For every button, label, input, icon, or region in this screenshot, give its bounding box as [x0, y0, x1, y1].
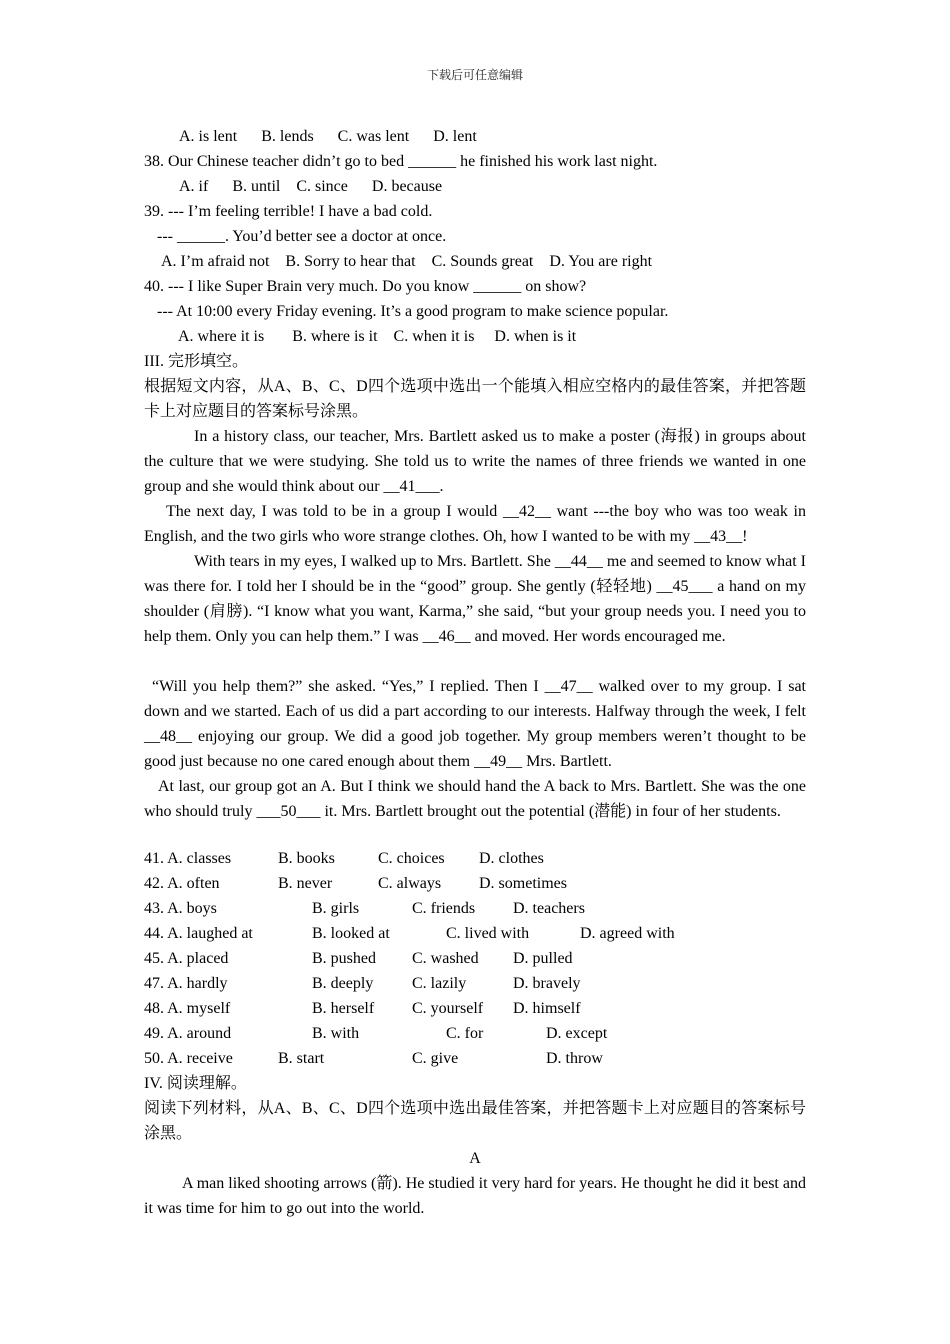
- choice-b: B. never: [278, 875, 333, 892]
- choice-b: B. girls: [312, 900, 360, 917]
- choice-c: C. always: [378, 875, 442, 892]
- q40-reply: --- At 10:00 every Friday evening. It’s a good program to make science popular.: [157, 303, 669, 320]
- choice-a: 47. A. hardly: [144, 975, 228, 992]
- choice-b: B. with: [312, 1025, 360, 1042]
- choice-d: D. agreed with: [580, 925, 675, 942]
- section3-title: III. 完形填空。: [144, 353, 248, 370]
- section3-instruction: 根据短文内容，从A、B、C、D四个选项中选出一个能填入相应空格内的最佳答案，并把答题卡上对应题目的答案标号涂黑。: [144, 378, 806, 420]
- q37-options: A. is lent B. lends C. was lent D. lent: [179, 128, 477, 145]
- q38-stem: 38. Our Chinese teacher didn’t go to bed ______ he finished his work last night.: [144, 153, 658, 170]
- cloze-paragraph-1: In a history class, our teacher, Mrs. Bartlett asked us to make a poster (海报) in groups about the culture that we were studying. She told us to write the names of three friends we wanted in one group and she would think about our __41___.: [144, 428, 806, 495]
- choice-c: C. give: [412, 1050, 459, 1067]
- choice-row-42: [144, 874, 806, 894]
- q38-options: A. if B. until C. since D. because: [179, 178, 443, 195]
- choice-a: 45. A. placed: [144, 950, 229, 967]
- choice-a: 49. A. around: [144, 1025, 232, 1042]
- choice-a: 41. A. classes: [144, 850, 232, 867]
- cloze-paragraph-3: With tears in my eyes, I walked up to Mrs. Bartlett. She __44__ me and seemed to know what I was there for. I told her I should be in the “good” group. She gently (轻轻地) __45___ a hand on my shoulder (肩膀). “I know what you want, Karma,” she said, “but your group needs you. I need you to help them. Only you can help them.” I was __46__ and moved. Her words encouraged me.: [144, 553, 806, 645]
- cloze-paragraph-5: At last, our group got an A. But I think we should hand the A back to Mrs. Bartlett. She was the one who should truly ___50___ it. Mrs. Bartlett brought out the potential (潜能) in four of her students.: [144, 778, 806, 820]
- choice-c: C. yourself: [412, 1000, 484, 1017]
- choice-d: D. bravely: [513, 975, 581, 992]
- choice-d: D. teachers: [513, 900, 585, 917]
- choice-c: C. lazily: [412, 975, 467, 992]
- passage-a-paragraph: A man liked shooting arrows (箭). He studied it very hard for years. He thought he did it best and it was time for him to go out into the world.: [144, 1175, 806, 1217]
- choice-b: B. books: [278, 850, 335, 867]
- choice-b: B. looked at: [312, 925, 390, 942]
- section4-instruction: 阅读下列材料，从A、B、C、D四个选项中选出最佳答案，并把答题卡上对应题目的答案标号涂黑。: [144, 1100, 806, 1142]
- choice-d: D. except: [546, 1025, 608, 1042]
- header-note: 下载后可任意编辑: [426, 68, 523, 82]
- q39-options: A. I’m afraid not B. Sorry to hear that C. Sounds great D. You are right: [161, 253, 653, 270]
- choice-d: D. pulled: [513, 950, 573, 967]
- choice-b: B. herself: [312, 1000, 375, 1017]
- q39-reply: --- ______. You’d better see a doctor at once.: [157, 228, 447, 245]
- choice-c: C. friends: [412, 900, 476, 917]
- section4-title: IV. 阅读理解。: [144, 1075, 247, 1092]
- choice-c: C. choices: [378, 850, 445, 867]
- q39-stem: 39. --- I’m feeling terrible! I have a bad cold.: [144, 203, 433, 220]
- choice-a: 48. A. myself: [144, 1000, 231, 1017]
- choice-a: 42. A. often: [144, 875, 220, 892]
- choice-d: D. throw: [546, 1050, 603, 1067]
- choice-row-43: [144, 899, 806, 919]
- choice-row-48: [144, 999, 806, 1019]
- choice-a: 44. A. laughed at: [144, 925, 253, 942]
- q40-options: A. where it is B. where is it C. when it is D. when is it: [178, 328, 577, 345]
- choice-d: D. himself: [513, 1000, 581, 1017]
- choice-d: D. sometimes: [479, 875, 567, 892]
- q40-stem: 40. --- I like Super Brain very much. Do you know ______ on show?: [144, 278, 587, 295]
- choice-row-45: [144, 949, 806, 969]
- cloze-paragraph-4: “Will you help them?” she asked. “Yes,” I replied. Then I __47__ walked over to my group. I sat down and we started. Each of us did a part according to our interests. Halfway through the week, I felt __48__ enjoying our group. We did a good job together. My group members weren’t thought to be good just because no one cared enough about them __49__ Mrs. Bartlett.: [144, 678, 806, 770]
- choice-row-50: [144, 1049, 806, 1069]
- choice-b: B. start: [278, 1050, 325, 1067]
- cloze-paragraph-2: The next day, I was told to be in a group I would __42__ want ---the boy who was too weak in English, and the two girls who wore strange clothes. Oh, how I wanted to be with my __43__!: [144, 503, 806, 545]
- choice-a: 43. A. boys: [144, 900, 217, 917]
- choice-c: C. for: [446, 1025, 484, 1042]
- choice-c: C. lived with: [446, 925, 530, 942]
- choice-row-49: [144, 1024, 806, 1044]
- choice-b: B. pushed: [312, 950, 376, 967]
- choice-row-41: [144, 849, 806, 869]
- choice-b: B. deeply: [312, 975, 374, 992]
- passage-label: A: [469, 1150, 481, 1167]
- choice-row-44: [144, 924, 806, 944]
- choice-a: 50. A. receive: [144, 1050, 233, 1067]
- choice-row-47: [144, 974, 806, 994]
- choice-d: D. clothes: [479, 850, 544, 867]
- choice-c: C. washed: [412, 950, 479, 967]
